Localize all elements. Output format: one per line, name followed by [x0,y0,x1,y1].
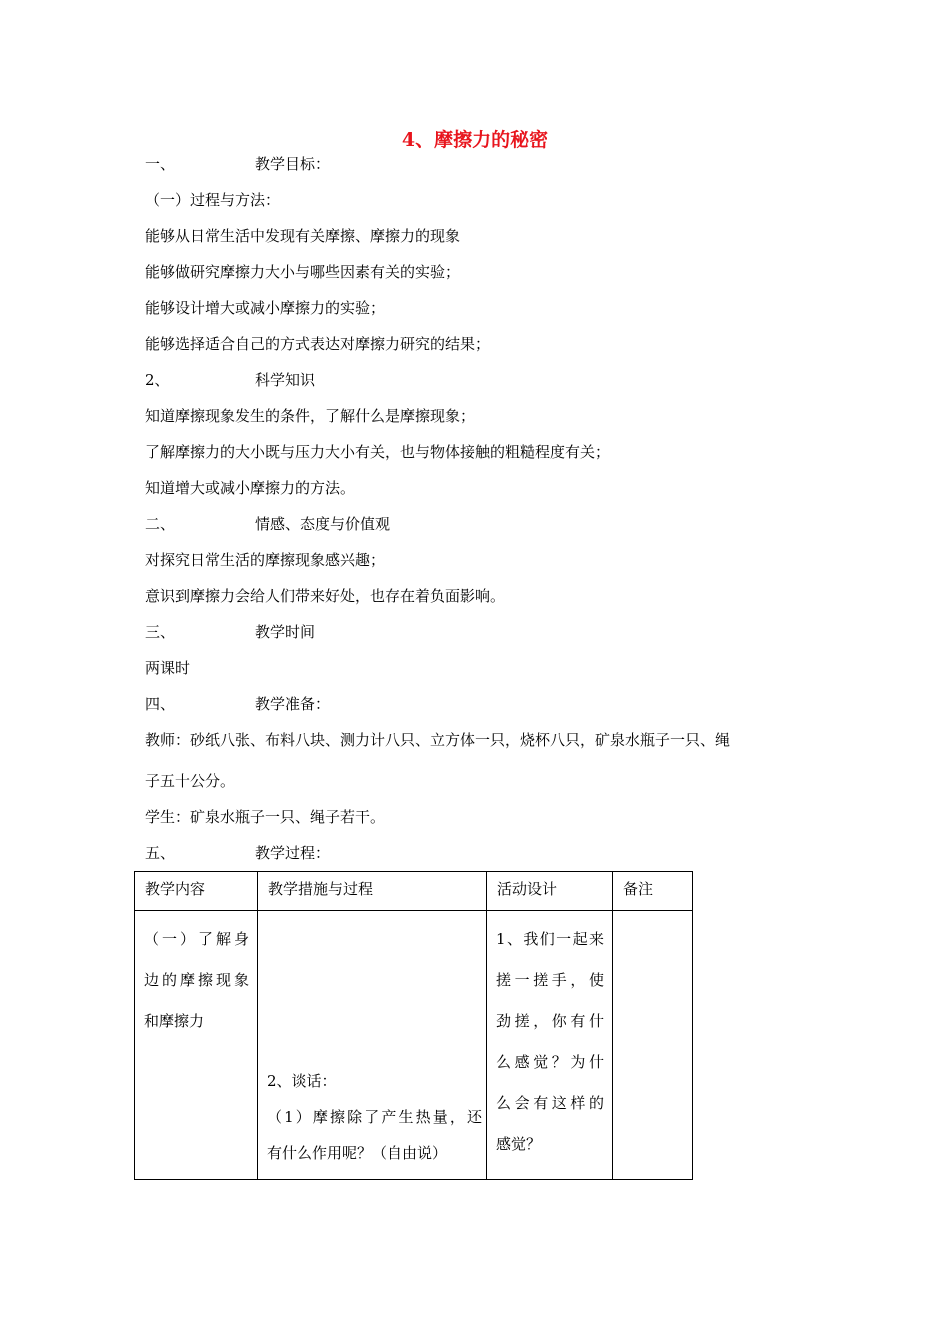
paragraph: 能够做研究摩擦力大小与哪些因素有关的实验； [145,263,461,281]
section-heading: 一、 教学目标： [145,155,331,173]
table-row [135,911,693,1180]
header-cell: 教学内容 [135,872,258,911]
paragraph: 子五十公分。 [145,772,236,790]
notes-cell [613,911,693,1180]
paragraph: 能够从日常生活中发现有关摩擦、摩擦力的现象 [145,227,461,245]
content-cell: （一）了解身 边的摩擦现象 和摩擦力 [135,911,258,1180]
paragraph: 意识到摩擦力会给人们带来好处，也存在着负面影响。 [145,587,506,605]
header-cell: 教学措施与过程 [258,872,487,911]
paragraph: 教师：砂纸八张、布料八块、测力计八只、立方体一只，烧杯八只，矿泉水瓶子一只、绳 [145,731,731,749]
paragraph: 能够选择适合自己的方式表达对摩擦力研究的结果； [145,335,491,353]
paragraph: 两课时 [145,659,191,677]
header-cell: 备注 [613,872,693,911]
table-header-row [135,872,693,911]
document-title: 4、摩擦力的秘密 [401,129,549,151]
paragraph: 知道摩擦现象发生的条件，了解什么是摩擦现象； [145,407,476,425]
section-heading: 二、 情感、态度与价值观 [145,515,391,533]
section-heading: 五、 教学过程： [145,844,331,862]
paragraph: 能够设计增大或减小摩擦力的实验； [145,299,386,317]
paragraph: 知道增大或减小摩擦力的方法。 [145,479,356,497]
header-cell: 活动设计 [487,872,613,911]
teaching-process-table [134,871,693,1180]
paragraph: 对探究日常生活的摩擦现象感兴趣； [145,551,386,569]
subsection-heading: （一）过程与方法： [145,191,281,209]
measures-cell: 2、谈话： （1）摩擦除了产生热量，还 有什么作用呢？（自由说） [258,911,487,1180]
section-heading: 四、 教学准备： [145,695,331,713]
activity-cell: 1、我们一起来 搓一搓手，使 劲搓，你有什 么感觉？为什 么会有这样的 感觉？ [487,911,613,1180]
paragraph: 学生：矿泉水瓶子一只、绳子若干。 [145,808,386,826]
section-heading: 三、 教学时间 [145,623,316,641]
section-heading: 2、 科学知识 [145,371,316,389]
paragraph: 了解摩擦力的大小既与压力大小有关，也与物体接触的粗糙程度有关； [145,443,611,461]
